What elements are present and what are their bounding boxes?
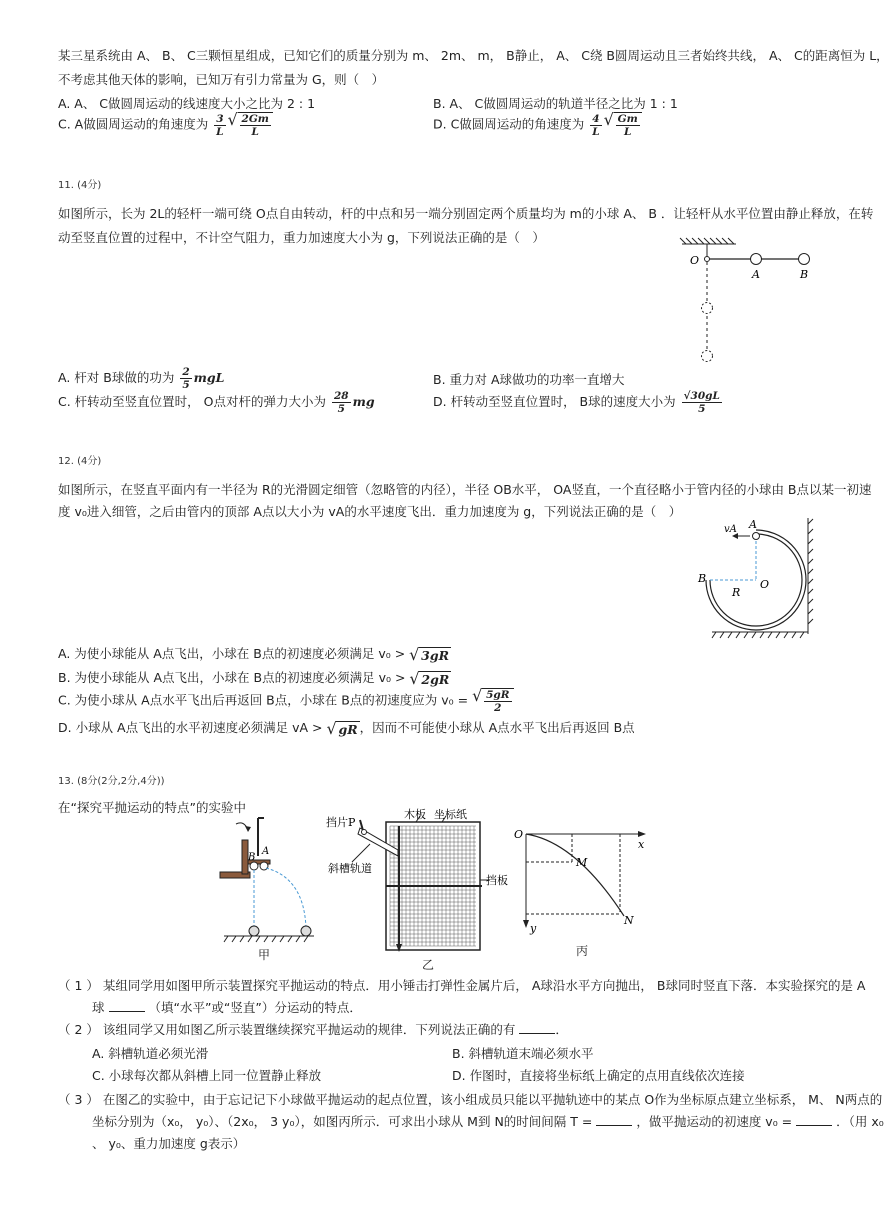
q11-label-o: O xyxy=(690,254,700,267)
q11-option-c-text: C. 杆转动至竖直位置时， O点对杆的弹力大小为 xyxy=(58,394,326,409)
q12-stem-line1: 如图所示，在竖直平面内有一半径为 R的光滑圆定细管（忽略管的内径），半径 OB水平， OA竖直，一个直径略小于管内径的小球由 B点以某一初速 xyxy=(58,482,872,497)
q13-part3-blank-t[interactable] xyxy=(596,1125,632,1126)
q13-jia-ball-b-landed xyxy=(249,926,259,936)
q11-ball-b-dashed xyxy=(702,351,713,362)
q12-wall-hatch xyxy=(808,518,813,634)
q10-option-d-sqrt: √ $\frac{Gm}{L}$ xyxy=(604,112,642,138)
q13-part2-option-a[interactable]: A. 斜槽轨道必须光滑 xyxy=(92,1046,209,1061)
q13-jia-ground xyxy=(224,936,314,942)
q11-rod-figure xyxy=(676,236,826,368)
q13-bing-label-y: y xyxy=(530,922,537,935)
q13-part3-line2 xyxy=(92,1112,884,1130)
q10-option-b[interactable]: B. A、 C做圆周运动的轨道半径之比为 1 : 1 xyxy=(433,96,678,111)
q13-figure-bing xyxy=(512,824,656,940)
q11-ball-a xyxy=(751,254,762,265)
q13-jia-ball-b xyxy=(250,862,258,870)
q11-ball-a-dashed xyxy=(702,303,713,314)
q13-part1-text-a: 球 xyxy=(92,1000,105,1015)
q11-ball-b xyxy=(799,254,810,265)
q13-part1-text-b: （填“水平”或“竖直”）分运动的特点． xyxy=(148,1000,362,1015)
q11-option-d-frac: $\frac{√30gL}{5}$ xyxy=(683,390,720,415)
q12-option-b-text: B. 为使小球能从 A点飞出，小球在 B点的初速度必须满足 v₀ > xyxy=(58,670,406,685)
q11-label-a: A xyxy=(752,268,760,281)
q13-part1-blank[interactable] xyxy=(109,1011,145,1012)
q13-yi-label-xiecao: 斜槽轨道 xyxy=(328,862,372,875)
q10-option-a[interactable]: A. A、 C做圆周运动的线速度大小之比为 2 : 1 xyxy=(58,96,316,111)
q13-part2-blank[interactable] xyxy=(519,1033,555,1034)
q13-part2-period: ． xyxy=(555,1022,568,1037)
q13-yi-ball xyxy=(362,830,367,835)
q13-header: 13. (8分(2分,2分,4分)) xyxy=(58,776,165,787)
q13-part2-option-d[interactable]: D. 作图时，直接将坐标纸上确定的点用直线依次连接 xyxy=(452,1068,745,1083)
q11-option-d[interactable] xyxy=(433,390,724,415)
q10-option-d-coef: $\frac{4}{L}$ xyxy=(592,112,600,138)
q12-option-a[interactable] xyxy=(58,644,451,663)
q13-yi-label-zuobiao: 坐标纸 xyxy=(434,808,467,821)
q13-bing-label-o: O xyxy=(514,828,524,841)
q13-bing-x-arrow xyxy=(638,831,646,837)
q12-option-d-tail: ，因而不可能使小球从 A点水平飞出后再返回 B点 xyxy=(359,720,635,735)
q10-stem-line1: 某三星系统由 A、 B、 C三颗恒星组成，已知它们的质量分别为 m、 2m、 m， B静止， A、 C绕 B圆周运动且三者始终共线， A、 C的距离恒为 L， xyxy=(58,48,889,63)
q13-part3-text-c: ．（用 x₀ xyxy=(836,1114,884,1129)
q11-option-b[interactable]: B. 重力对 A球做功的功率一直增大 xyxy=(433,372,625,387)
q10-option-c-text: C. A做圆周运动的角速度为 xyxy=(58,116,209,132)
q13-yi-label-dangban: 挡板 xyxy=(486,874,508,887)
q13-part2-option-b[interactable]: B. 斜槽轨道末端必须水平 xyxy=(452,1046,594,1061)
q12-option-d-sqrt: √ gR xyxy=(326,718,358,738)
q13-jia-label-b: B xyxy=(248,852,256,863)
q12-option-c-sqrt: √ $\frac{5gR}{2}$ xyxy=(472,688,513,714)
q10-option-c-sqrt: √ $\frac{2Gm}{L}$ xyxy=(228,112,273,138)
q13-part3-text-a: 坐标分别为（x₀， y₀）、（2x₀， 3 y₀），如图丙所示．可求出小球从 M到 N的时间间隔 T = xyxy=(92,1114,593,1129)
q11-option-d-text: D. 杆转动至竖直位置时， B球的速度大小为 xyxy=(433,394,676,409)
q11-stem-line1: 如图所示，长为 2L的轻杆一端可绕 O点自由转动，杆的中点和另一端分别固定两个质量均为 m的小球 A、 B ．让轻杆从水平位置由静止释放，在转 xyxy=(58,206,874,221)
q13-jia-ball-a xyxy=(260,862,268,870)
q11-option-c-frac: $\frac{28}{5}$ xyxy=(333,390,349,415)
q12-label-b: B xyxy=(698,572,707,585)
q12-tube-figure xyxy=(694,514,814,642)
q13-part3-blank-v0[interactable] xyxy=(796,1125,832,1126)
q13-figure-yi xyxy=(324,808,520,968)
q12-label-a: A xyxy=(749,518,757,531)
q13-bing-trajectory xyxy=(526,834,624,916)
q13-jia-hammer-arrowhead xyxy=(245,826,251,832)
q13-bing-label-n: N xyxy=(624,914,634,927)
q12-ground-hatch xyxy=(712,632,808,638)
q11-option-c[interactable] xyxy=(58,390,375,415)
q12-option-c[interactable] xyxy=(58,688,514,714)
q13-part3-text-b: ，做平抛运动的初速度 v₀ = xyxy=(636,1114,793,1129)
q12-header: 12. (4分) xyxy=(58,456,102,467)
q10-option-c[interactable] xyxy=(58,112,273,138)
q13-jia-label-a: A xyxy=(262,846,270,857)
q13-bing-y-arrow xyxy=(523,920,529,928)
q12-option-b-sqrt: √ 2gR xyxy=(409,668,450,688)
q11-option-a-unit: mgL xyxy=(193,370,225,385)
q13-yi-chute-pointer xyxy=(352,844,370,862)
q12-option-c-text: C. 为使小球从 A点水平飞出后再返回 B点，小球在 B点的初速度应为 v₀ = xyxy=(58,692,469,708)
q13-part2-text: （ 2 ） 该组同学又用如图乙所示装置继续探究平抛运动的规律．下列说法正确的有 xyxy=(58,1022,516,1037)
q12-label-va: vA xyxy=(724,524,737,535)
q12-stem-line2: 度 v₀进入细管，之后由管内的顶部 A点以大小为 vA的水平速度飞出．重力加速度为 g，下列说法正确的是（ ） xyxy=(58,504,682,519)
q13-figure-yi-caption: 乙 xyxy=(422,958,435,972)
q10-option-d[interactable] xyxy=(433,112,642,138)
q11-pivot-o xyxy=(705,257,710,262)
q11-option-a-text: A. 杆对 B球做的功为 xyxy=(58,370,175,385)
q13-jia-ball-a-landed xyxy=(301,926,311,936)
q12-option-b[interactable] xyxy=(58,668,451,687)
q11-header: 11. (4分) xyxy=(58,180,102,191)
q13-part3-line1: （ 3 ） 在图乙的实验中，由于忘记记下小球做平抛运动的起点位置，该小组成员只能以平抛轨迹中的某点 O作为坐标原点建立坐标系， M、 N两点的 xyxy=(58,1092,883,1107)
q13-bing-label-m: M xyxy=(576,856,588,869)
q10-option-c-coef: $\frac{3}{L}$ xyxy=(216,112,224,138)
q10-option-d-text: D. C做圆周运动的角速度为 xyxy=(433,116,585,132)
q11-option-a-frac: $\frac{2}{5}$ xyxy=(182,366,190,391)
q13-intro: 在“探究平抛运动的特点”的实验中 xyxy=(58,800,246,815)
q13-figure-bing-caption: 丙 xyxy=(576,944,589,958)
q12-option-d-text: D. 小球从 A点飞出的水平初速度必须满足 vA > xyxy=(58,720,323,735)
q12-option-a-sqrt: √ 3gR xyxy=(409,644,449,664)
q11-option-c-unit: mg xyxy=(352,394,375,409)
q12-label-r: R xyxy=(732,586,741,599)
q13-part3-line3: 、 y₀、重力加速度 g表示） xyxy=(92,1136,246,1151)
q13-bing-label-x: x xyxy=(638,838,645,851)
q12-option-a-text: A. 为使小球能从 A点飞出，小球在 B点的初速度必须满足 v₀ > xyxy=(58,646,406,661)
q11-option-a[interactable] xyxy=(58,366,224,391)
q13-part1-line1: （ 1 ） 某组同学用如图甲所示装置探究平抛运动的特点．用小锤击打弹性金属片后， A球沿水平方向抛出， B球同时竖直下落．本实验探究的是 A xyxy=(58,978,866,993)
q13-part1-line2 xyxy=(92,998,362,1016)
q13-part2-option-c[interactable]: C. 小球每次都从斜槽上同一位置静止释放 xyxy=(92,1068,322,1083)
q13-yi-label-pian: 挡片P xyxy=(326,816,356,829)
q10-stem-line2: 不考虑其他天体的影响，已知万有引力常量为 G，则（ ） xyxy=(58,72,385,87)
q13-figure-jia-caption: 甲 xyxy=(258,948,271,962)
q13-yi-label-muban: 木板 xyxy=(404,808,426,821)
q13-jia-parabola-path xyxy=(266,868,306,928)
q13-part2-line xyxy=(58,1020,568,1038)
q11-label-b: B xyxy=(800,268,809,281)
q11-stem-line2: 动至竖直位置的过程中，不计空气阻力，重力加速度大小为 g，下列说法正确的是（ ） xyxy=(58,230,545,245)
q12-label-o: O xyxy=(760,578,770,591)
q13-figure-jia xyxy=(218,812,326,970)
q12-option-d[interactable] xyxy=(58,718,635,737)
q12-ball xyxy=(753,533,760,540)
q11-ceiling-hatch xyxy=(680,238,736,244)
